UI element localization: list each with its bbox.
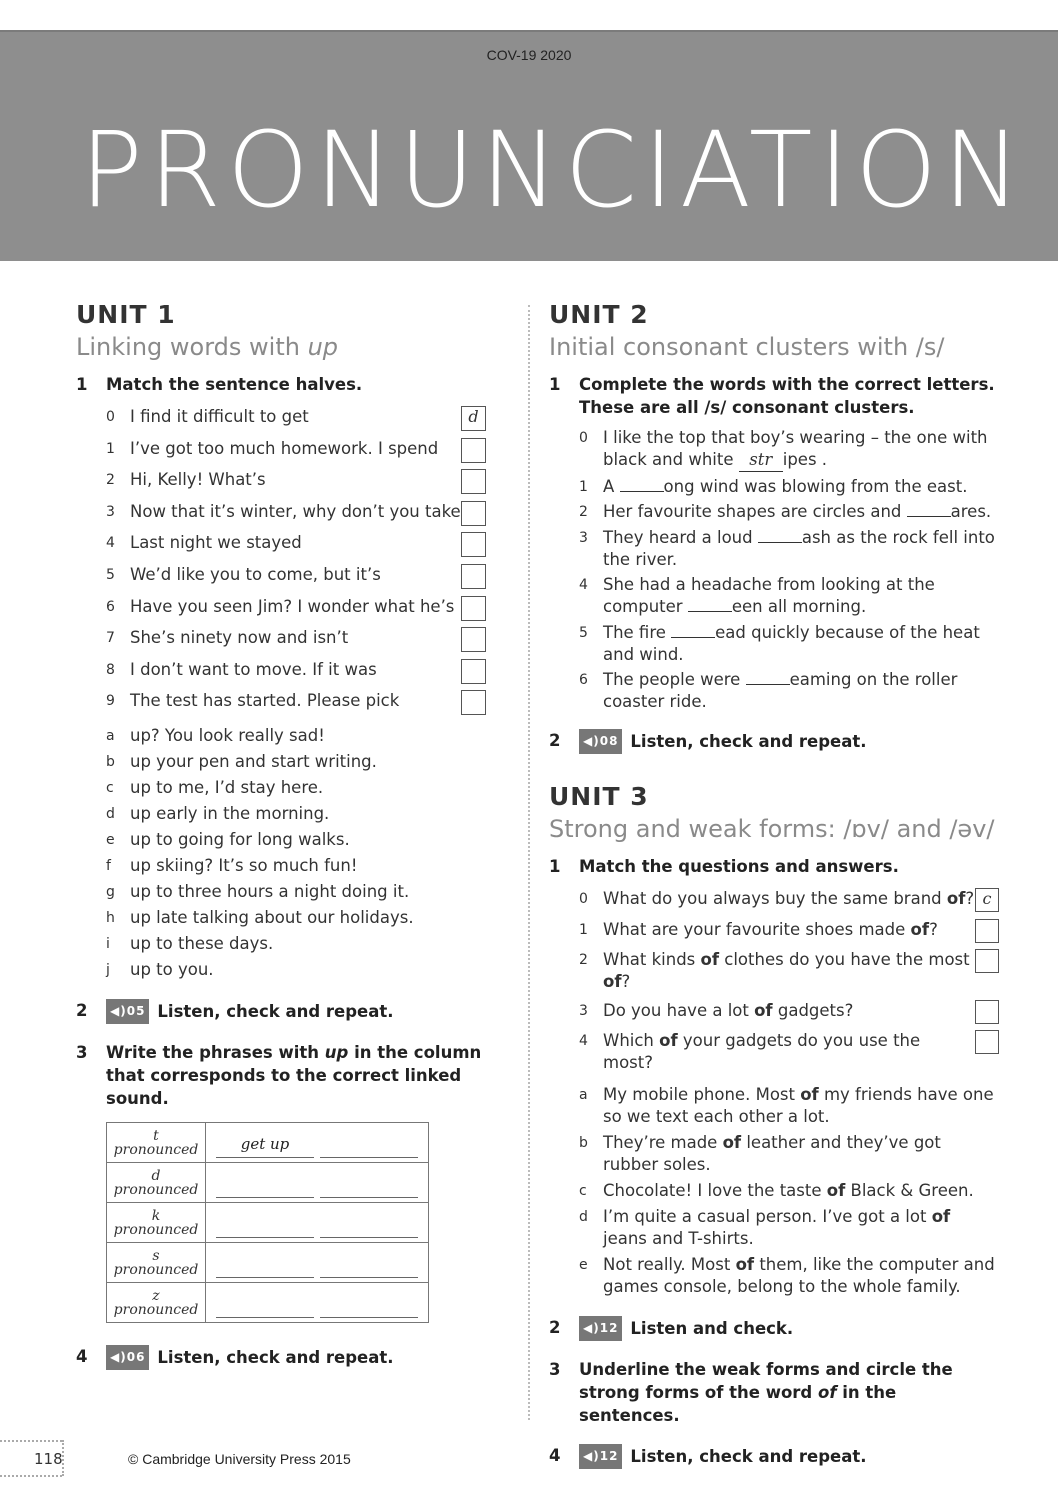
task-instruction: Underline the weak forms and circle the strong forms of the word: [579, 1360, 953, 1402]
speaker-icon[interactable]: ◀)05: [106, 999, 149, 1024]
list-item: [106, 564, 496, 589]
item-text-part: them, like the computer and games console, belong to the whole family.: [603, 1255, 995, 1296]
banner-edge: [0, 30, 1058, 32]
answer-line[interactable]: [216, 1255, 314, 1278]
item-text-part: clothes do you have the most: [719, 950, 970, 969]
unit3-task3: [549, 1358, 999, 1427]
list-item: [579, 527, 999, 571]
item-number: 0: [579, 430, 588, 446]
answer-box[interactable]: [461, 690, 486, 715]
list-item: [579, 1000, 999, 1024]
unit1-subtitle: [76, 333, 496, 361]
task-instruction: Listen, check and repeat.: [157, 1348, 394, 1368]
item-number: 6: [579, 672, 588, 688]
item-text: [603, 949, 975, 993]
table-row: [107, 1163, 429, 1203]
item-letter: b: [106, 754, 115, 771]
item-text-part: gadgets?: [772, 1000, 854, 1020]
list-item: [579, 949, 999, 993]
unit2-subtitle: Initial consonant clusters with /s/: [549, 333, 945, 361]
list-item: [579, 1084, 999, 1128]
item-text: [603, 1000, 975, 1024]
item-text: I don’t want to move. If it was: [130, 659, 377, 679]
answer-box[interactable]: [975, 1000, 999, 1024]
item-letter: g: [106, 884, 115, 901]
unit2-heading: UNIT 2: [549, 300, 649, 329]
answer-cell: [206, 1243, 429, 1283]
document-code: COV-19 2020: [486, 47, 572, 63]
answer-line[interactable]: [216, 1175, 314, 1198]
strong-word: of: [735, 1255, 755, 1274]
answer-box[interactable]: [975, 1030, 999, 1054]
sound-word: pronounced: [113, 1261, 199, 1278]
item-text: [603, 574, 999, 618]
task-number: 1: [76, 375, 88, 394]
sound-word: pronounced: [113, 1301, 199, 1318]
list-item: [106, 829, 496, 851]
item-text-pre: They heard a loud: [603, 527, 758, 547]
item-text-post: ong wind was blowing from the east.: [663, 476, 968, 496]
answer-cell: [206, 1163, 429, 1203]
list-item: [106, 803, 496, 825]
sound-letter: t: [153, 1127, 159, 1144]
task-instruction-em: up: [324, 1043, 349, 1063]
list-item: [106, 438, 496, 463]
copyright: © Cambridge University Press 2015: [128, 1451, 351, 1467]
footer-rule: [0, 1440, 62, 1442]
item-number: 4: [579, 577, 588, 593]
task-instruction: Listen and check.: [630, 1319, 794, 1338]
item-letter: i: [106, 936, 110, 953]
item-letter: a: [579, 1087, 588, 1103]
item-number: 7: [106, 630, 115, 647]
answer-lines: [206, 1208, 428, 1238]
strong-word: of: [754, 1000, 773, 1020]
item-number: 1: [106, 440, 115, 457]
column-divider: [528, 305, 530, 1420]
item-number: 1: [579, 478, 588, 495]
sound-label: [107, 1163, 206, 1203]
task-number: 2: [549, 731, 561, 750]
item-letter: 2: [579, 952, 588, 968]
unit1-task4: [76, 1345, 496, 1370]
item-text-part: What are your favourite shoes made: [603, 919, 911, 939]
answer-line[interactable]: [216, 1215, 314, 1238]
item-text: [603, 669, 999, 713]
task-instruction-cont: in the column that corresponds to the correct linked sound.: [106, 1043, 482, 1109]
answer-box[interactable]: [461, 659, 486, 684]
unit1-task3: [76, 1041, 496, 1110]
audio-track: 12: [599, 1449, 619, 1463]
item-letter: 3: [579, 1002, 588, 1019]
table-row: [107, 1283, 429, 1323]
speaker-icon[interactable]: ◀)12: [579, 1316, 622, 1341]
item-letter: e: [106, 832, 115, 849]
item-text: [603, 427, 999, 472]
item-text-part: jeans and T-shirts.: [603, 1229, 754, 1248]
task-instruction: Listen, check and repeat.: [630, 732, 867, 751]
list-item: [579, 574, 999, 618]
list-item: [106, 725, 496, 747]
answer-blank[interactable]: [746, 684, 790, 685]
page-title: PRONUNCIATION: [80, 109, 1027, 231]
task-number: 1: [549, 857, 561, 876]
list-item: [106, 933, 496, 955]
item-text-part: ?: [929, 919, 938, 939]
answer-line[interactable]: [320, 1295, 418, 1318]
answer-line[interactable]: [320, 1255, 418, 1278]
unit1-subtitle-em: up: [307, 333, 339, 361]
item-letter: c: [106, 780, 114, 797]
item-text-part: my friends have one so we text each other a lot.: [603, 1085, 994, 1126]
sound-letter: k: [151, 1207, 161, 1224]
unit3-heading: UNIT 3: [549, 782, 649, 811]
item-number: 3: [106, 503, 115, 520]
list-item: [106, 406, 496, 431]
answer-blank[interactable]: str: [739, 449, 783, 472]
answer-box[interactable]: [461, 627, 486, 652]
item-text-part: Not really. Most: [603, 1255, 736, 1274]
item-text-pre: The people were: [603, 670, 746, 689]
item-text-part: ?: [965, 889, 975, 908]
item-text: I’ve got too much homework. I spend: [130, 438, 439, 458]
item-text-part: Do you have a lot: [603, 1000, 755, 1020]
item-text: [603, 919, 975, 943]
audio-track: 08: [599, 734, 619, 748]
sound-letter: d: [151, 1167, 161, 1184]
item-text: up to you.: [130, 960, 214, 980]
item-text: [603, 1180, 999, 1202]
answer-blank[interactable]: [671, 637, 715, 638]
list-item: [106, 881, 496, 903]
item-number: 2: [106, 472, 115, 489]
item-text: She’s ninety now and isn’t: [130, 628, 349, 648]
audio-track: 06: [126, 1350, 146, 1365]
answer-line[interactable]: get up: [216, 1135, 314, 1158]
task-instruction: Listen, check and repeat.: [157, 1002, 394, 1022]
answer-line[interactable]: [320, 1135, 418, 1158]
item-letter: c: [579, 1183, 587, 1199]
answer-line[interactable]: [216, 1295, 314, 1318]
item-text: We’d like you to come, but it’s: [130, 564, 381, 584]
item-text: [603, 527, 999, 571]
item-text: Now that it’s winter, why don’t you take: [130, 501, 461, 521]
task-instruction: Complete the words with the correct letters. These are all /s/ consonant clusters.: [579, 375, 995, 417]
answer-box[interactable]: [461, 564, 486, 589]
list-item: [106, 596, 496, 621]
answer-blank[interactable]: [688, 611, 732, 612]
item-text: [603, 1132, 999, 1176]
list-item: [106, 627, 496, 652]
answer-box[interactable]: [461, 596, 486, 621]
task-instruction: Match the questions and answers.: [579, 857, 899, 876]
answer-blank[interactable]: [907, 516, 951, 517]
questions-list: [579, 888, 999, 1074]
unit1-section: [76, 300, 496, 1370]
item-text: [603, 1206, 999, 1250]
sentence-halves-list: [106, 406, 496, 715]
list-item: [579, 1132, 999, 1176]
unit1-task1: [76, 373, 496, 396]
speaker-icon[interactable]: ◀)12: [579, 1444, 622, 1469]
item-letter: 0: [579, 891, 588, 907]
list-item: [579, 1180, 999, 1202]
item-text-part: They’re made: [603, 1133, 723, 1152]
unit2-task2: [549, 729, 999, 754]
sound-label: [107, 1123, 206, 1163]
cluster-items-list: [579, 427, 999, 713]
unit2-section: [549, 300, 999, 1469]
list-item: [579, 1254, 999, 1298]
list-item: [106, 659, 496, 684]
list-item: [106, 501, 496, 526]
list-item: [106, 907, 496, 929]
answer-box[interactable]: [975, 919, 999, 943]
item-text: up? You look really sad!: [130, 726, 325, 746]
answer-box[interactable]: c: [975, 888, 999, 912]
unit3-task4: [549, 1444, 999, 1469]
strong-word: of: [800, 1085, 819, 1104]
item-text: [603, 476, 999, 498]
item-text: [603, 1030, 975, 1074]
answer-lines: [206, 1168, 428, 1198]
sound-label: [107, 1283, 206, 1323]
strong-word: of: [659, 1031, 678, 1050]
task-instruction: Listen, check and repeat.: [630, 1447, 867, 1466]
item-text-post: ares.: [950, 502, 992, 521]
item-text: Last night we stayed: [130, 533, 302, 553]
item-text-part: My mobile phone. Most: [603, 1085, 801, 1104]
item-text-post: ipes .: [782, 450, 828, 469]
list-item: [579, 622, 999, 666]
item-text-part: What do you always buy the same brand: [603, 889, 947, 908]
list-item: [106, 959, 496, 981]
list-item: [579, 888, 999, 912]
item-letter: e: [579, 1257, 588, 1273]
strong-word: of: [910, 919, 930, 939]
list-item: [106, 751, 496, 773]
item-number: 3: [579, 529, 588, 546]
item-number: 4: [106, 535, 115, 552]
item-letter: d: [106, 806, 115, 823]
audio-track: 05: [126, 1004, 146, 1019]
table-row: [107, 1203, 429, 1243]
item-number: 6: [106, 598, 115, 615]
answer-lines: [206, 1128, 428, 1158]
strong-word: of: [603, 972, 622, 991]
task-number: 2: [549, 1318, 561, 1337]
task-instruction-cont: in the sentences.: [579, 1383, 897, 1425]
item-letter: j: [106, 962, 110, 979]
answer-box[interactable]: d: [461, 406, 486, 431]
item-text-pre: The fire: [603, 622, 672, 642]
item-text: up early in the morning.: [130, 804, 330, 824]
task-instruction: Match the sentence halves.: [106, 375, 363, 394]
answer-cell: [206, 1123, 429, 1163]
item-number: 5: [106, 566, 115, 583]
answers-list: [579, 1084, 999, 1298]
table-row: [107, 1123, 429, 1163]
strong-word: of: [722, 1133, 742, 1152]
item-text-post: ead quickly because of the heat and wind.: [603, 622, 980, 664]
item-text-pre: She had a headache from looking at the computer: [603, 575, 935, 616]
item-text: I find it difficult to get: [130, 407, 309, 426]
answer-blank[interactable]: [758, 542, 802, 543]
item-text-pre: Her favourite shapes are circles and: [603, 502, 907, 521]
answer-cell: [206, 1203, 429, 1243]
item-text-post: een all morning.: [731, 597, 867, 616]
task-instruction: Write the phrases with: [106, 1043, 325, 1063]
item-number: 5: [579, 624, 588, 641]
answer-box[interactable]: [975, 949, 999, 973]
task-number: 3: [76, 1043, 88, 1063]
item-text: [603, 622, 999, 666]
list-item: [579, 669, 999, 713]
list-item: [106, 855, 496, 877]
item-letter: b: [579, 1135, 588, 1151]
item-text: up to three hours a night doing it.: [130, 882, 410, 902]
sentence-endings-list: [106, 725, 496, 981]
sound-word: pronounced: [113, 1221, 199, 1238]
answer-lines: [206, 1248, 428, 1278]
sound-label: [107, 1243, 206, 1283]
task-number: 1: [549, 375, 561, 394]
table-row: [107, 1243, 429, 1283]
item-text: up skiing? It’s so much fun!: [130, 856, 358, 876]
item-text-part: Which: [603, 1031, 660, 1050]
sound-word: pronounced: [113, 1141, 199, 1158]
unit3-task1: [549, 855, 999, 878]
audio-track: 12: [599, 1321, 619, 1335]
item-text-pre: I like the top that boy’s wearing – the one with black and white: [603, 428, 988, 469]
list-item: [106, 469, 496, 494]
item-text-part: What kinds: [603, 950, 701, 969]
unit3-subtitle: Strong and weak forms: /ɒv/ and /əv/: [549, 815, 995, 843]
linked-sound-table: [106, 1122, 429, 1323]
item-text-part: leather and they’ve got rubber soles.: [603, 1133, 941, 1174]
task-number: 4: [76, 1347, 88, 1367]
answer-line[interactable]: [320, 1215, 418, 1238]
list-item: [579, 1206, 999, 1250]
answer-box[interactable]: [461, 501, 486, 526]
item-text-post: ash as the rock fell into the river.: [603, 527, 995, 569]
item-number: 2: [579, 504, 588, 520]
answer-box[interactable]: [461, 438, 486, 463]
item-text: up late talking about our holidays.: [130, 908, 414, 928]
strong-word: of: [931, 1207, 951, 1226]
item-text-pre: A: [603, 476, 620, 496]
unit1-subtitle-text: Linking words with: [76, 333, 308, 361]
item-letter: a: [106, 728, 115, 745]
item-number: 8: [106, 661, 115, 678]
item-letter: 4: [579, 1033, 588, 1049]
item-text-part: Black & Green.: [845, 1181, 974, 1200]
task-number: 3: [549, 1360, 561, 1379]
list-item: [579, 427, 999, 472]
strong-word: of: [826, 1181, 846, 1200]
item-letter: d: [579, 1209, 588, 1225]
item-number: 0: [106, 409, 115, 425]
item-text: Hi, Kelly! What’s: [130, 470, 266, 490]
answer-cell: [206, 1283, 429, 1323]
item-number: 9: [106, 693, 115, 710]
item-text-part: your gadgets do you use the most?: [603, 1031, 921, 1072]
item-text: Have you seen Jim? I wonder what he’s: [130, 596, 455, 616]
answer-lines: [206, 1288, 428, 1318]
item-text: [603, 1084, 999, 1128]
answer-box[interactable]: [461, 469, 486, 494]
item-text-part: I’m quite a casual person. I’ve got a lot: [603, 1207, 932, 1226]
sound-word: pronounced: [113, 1181, 199, 1198]
item-text: [603, 888, 975, 912]
item-letter: f: [106, 858, 111, 875]
answer-line[interactable]: [320, 1175, 418, 1198]
list-item: [579, 476, 999, 498]
item-text: up to going for long walks.: [130, 830, 350, 850]
speaker-icon[interactable]: ◀)08: [579, 729, 622, 754]
list-item: [579, 501, 999, 523]
list-item: [579, 919, 999, 943]
item-text: [603, 1254, 999, 1298]
strong-word: of: [700, 950, 720, 969]
item-letter: h: [106, 910, 115, 927]
list-item: [579, 1030, 999, 1074]
task-number: 2: [76, 1001, 88, 1021]
answer-box[interactable]: [461, 532, 486, 557]
unit3-task2: [549, 1316, 999, 1341]
sound-letter: z: [152, 1287, 160, 1304]
footer-rule: [0, 1475, 62, 1477]
speaker-icon[interactable]: ◀)06: [106, 1345, 149, 1370]
list-item: [106, 690, 496, 715]
page-number: 118: [34, 1450, 63, 1468]
list-item: [106, 532, 496, 557]
item-text: up to these days.: [130, 934, 274, 954]
sound-letter: s: [152, 1247, 160, 1264]
item-text-part: Chocolate! I love the taste: [603, 1181, 827, 1200]
sound-label: [107, 1203, 206, 1243]
unit1-heading: UNIT 1: [76, 300, 176, 329]
item-text: The test has started. Please pick: [130, 691, 400, 711]
item-text-part: ?: [621, 972, 631, 991]
item-text-post: eaming on the roller coaster ride.: [603, 670, 958, 711]
item-letter: 1: [579, 921, 588, 938]
task-number: 4: [549, 1446, 561, 1465]
strong-word: of: [946, 889, 966, 908]
unit2-task1: [549, 373, 999, 419]
answer-blank[interactable]: [620, 491, 664, 492]
item-text: [603, 501, 999, 523]
item-text: up to me, I’d stay here.: [130, 778, 324, 798]
task-instruction-em: of: [818, 1383, 837, 1402]
list-item: [106, 777, 496, 799]
unit1-task2: [76, 999, 496, 1024]
item-text: up your pen and start writing.: [130, 752, 377, 772]
